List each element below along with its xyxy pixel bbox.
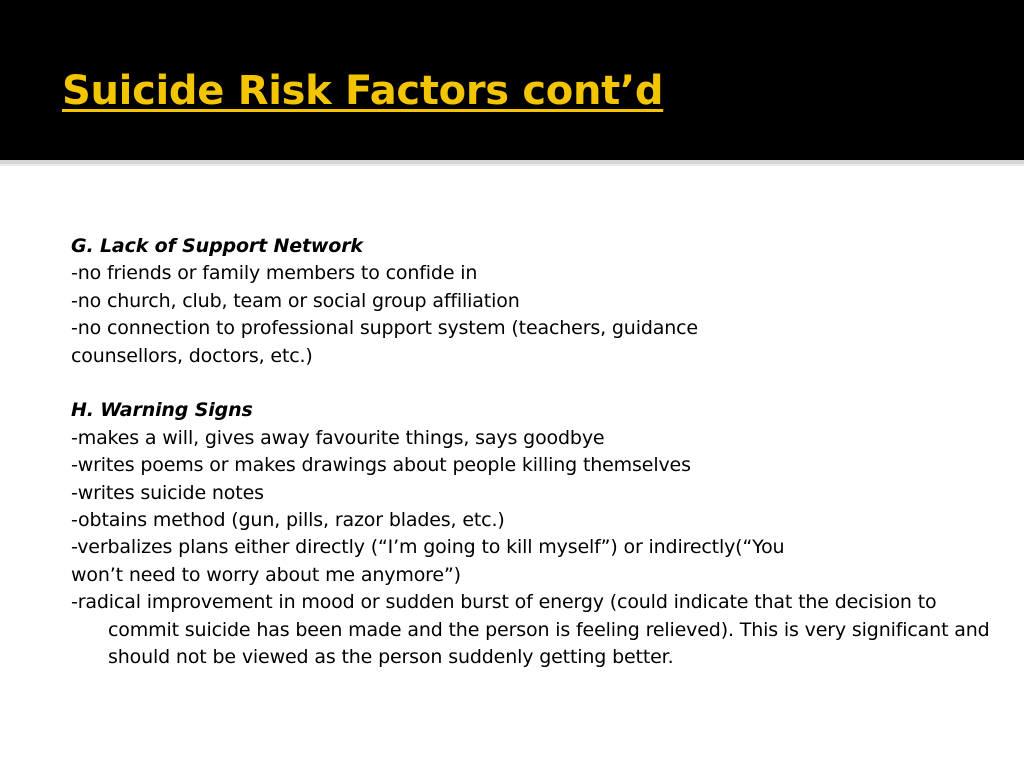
list-item: -obtains method (gun, pills, razor blades, etc.) xyxy=(71,509,505,532)
list-item: -makes a will, gives away favourite things, says goodbye xyxy=(71,426,605,449)
title-bar xyxy=(0,0,1024,160)
section-heading-warning-signs: H. Warning Signs xyxy=(71,399,253,422)
list-item: -writes poems or makes drawings about people killing themselves xyxy=(71,454,691,477)
list-item: -writes suicide notes xyxy=(71,481,264,504)
slide-title: Suicide Risk Factors cont’d xyxy=(62,68,664,114)
section-spacer xyxy=(71,370,971,397)
slide-body xyxy=(71,233,990,671)
list-item-continuation: counsellors, doctors, etc.) xyxy=(71,344,313,367)
list-item: -verbalizes plans either directly (“I’m going to kill myself”) or indirectly(“You xyxy=(71,536,785,559)
list-item: -no church, club, team or social group affiliation xyxy=(71,289,520,312)
list-item-radical-improvement: -radical improvement in mood or sudden burst of energy (could indicate that the decision to commit suicide has been made and the person is feeling relieved). This is very significant and should not be viewed as the person suddenly getting better. xyxy=(71,591,990,669)
list-item: -no friends or family members to confide in xyxy=(71,262,478,285)
section-heading-support-network: G. Lack of Support Network xyxy=(71,235,363,257)
header-divider-shadow xyxy=(0,164,1024,166)
list-item: -no connection to professional support system (teachers, guidance xyxy=(71,317,698,340)
list-item-continuation: won’t need to worry about me anymore”) xyxy=(71,563,461,586)
